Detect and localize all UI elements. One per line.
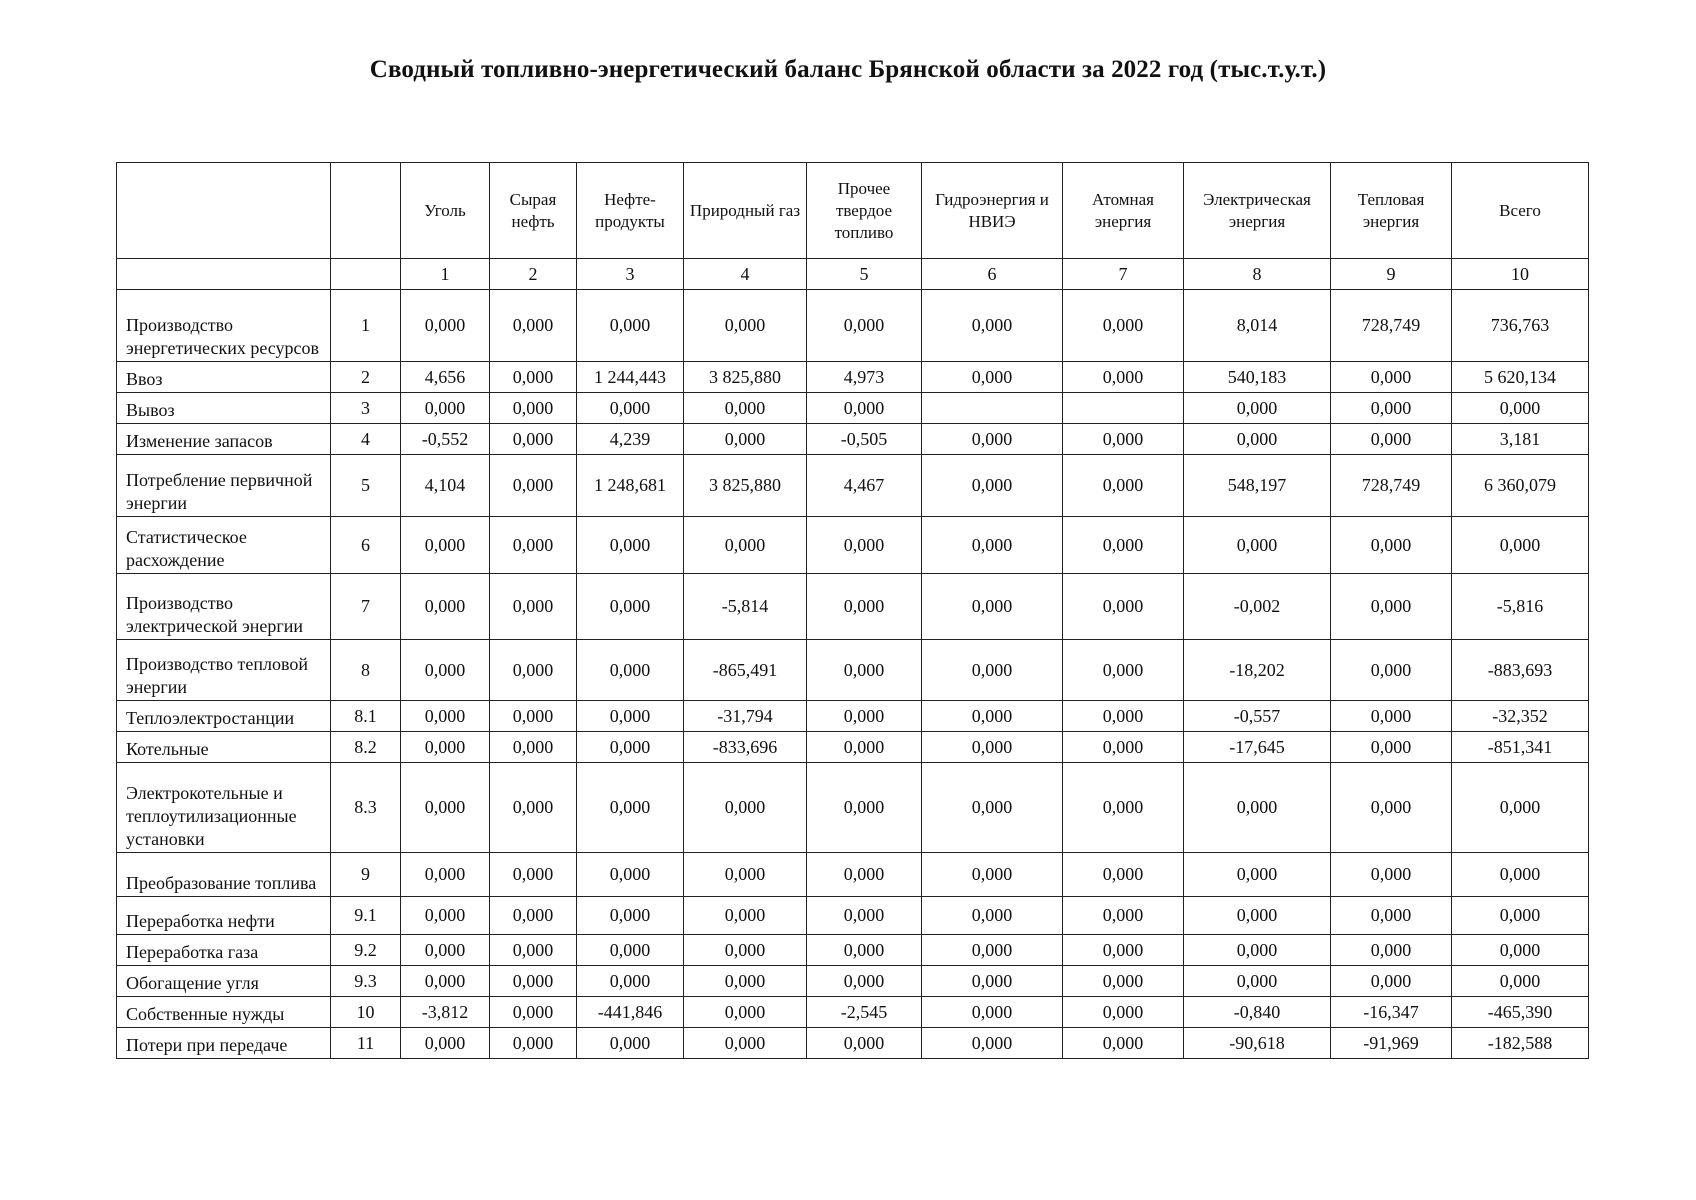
row-code: 9 bbox=[331, 853, 401, 897]
value-cell: 0,000 bbox=[807, 763, 922, 853]
row-name: Вывоз bbox=[117, 393, 331, 424]
row-code: 7 bbox=[331, 574, 401, 640]
value-cell: 0,000 bbox=[807, 393, 922, 424]
value-cell: -16,347 bbox=[1331, 997, 1452, 1028]
value-cell: 728,749 bbox=[1331, 290, 1452, 362]
row-code: 8.1 bbox=[331, 701, 401, 732]
value-cell: -3,812 bbox=[401, 997, 490, 1028]
table-row bbox=[117, 897, 1589, 935]
value-cell: 0,000 bbox=[684, 763, 807, 853]
value-cell: 0,000 bbox=[807, 966, 922, 997]
value-cell: -2,545 bbox=[807, 997, 922, 1028]
value-cell: 0,000 bbox=[922, 1028, 1063, 1059]
row-code: 6 bbox=[331, 517, 401, 574]
row-code: 3 bbox=[331, 393, 401, 424]
table-row bbox=[117, 640, 1589, 701]
value-cell: 0,000 bbox=[922, 732, 1063, 763]
column-number: 7 bbox=[1063, 259, 1184, 290]
value-cell: 0,000 bbox=[684, 290, 807, 362]
value-cell bbox=[1063, 393, 1184, 424]
row-code: 1 bbox=[331, 290, 401, 362]
column-number: 5 bbox=[807, 259, 922, 290]
row-code: 4 bbox=[331, 424, 401, 455]
value-cell: 0,000 bbox=[577, 574, 684, 640]
value-cell: 0,000 bbox=[684, 966, 807, 997]
column-header-crude-oil: Сырая нефть bbox=[490, 163, 577, 259]
header-code-cell bbox=[331, 163, 401, 259]
value-cell: 0,000 bbox=[401, 763, 490, 853]
value-cell: -441,846 bbox=[577, 997, 684, 1028]
table-row bbox=[117, 455, 1589, 517]
value-cell: -90,618 bbox=[1184, 1028, 1331, 1059]
value-cell: 0,000 bbox=[577, 290, 684, 362]
value-cell: 3,181 bbox=[1452, 424, 1589, 455]
value-cell: 0,000 bbox=[401, 701, 490, 732]
value-cell: 4,104 bbox=[401, 455, 490, 517]
value-cell: -5,814 bbox=[684, 574, 807, 640]
value-cell: 0,000 bbox=[1331, 935, 1452, 966]
value-cell: 0,000 bbox=[1063, 997, 1184, 1028]
value-cell: 0,000 bbox=[807, 701, 922, 732]
value-cell: 0,000 bbox=[401, 290, 490, 362]
balance-table bbox=[116, 162, 1589, 1059]
table-row bbox=[117, 517, 1589, 574]
value-cell: 6 360,079 bbox=[1452, 455, 1589, 517]
value-cell: 0,000 bbox=[1063, 517, 1184, 574]
value-cell: 0,000 bbox=[401, 574, 490, 640]
value-cell: 0,000 bbox=[490, 701, 577, 732]
page-title: Сводный топливно-энергетический баланс Брянской области за 2022 год (тыс.т.у.т.) bbox=[369, 56, 1327, 83]
value-cell: 0,000 bbox=[1331, 393, 1452, 424]
value-cell bbox=[922, 393, 1063, 424]
column-number: 4 bbox=[684, 259, 807, 290]
value-cell: 0,000 bbox=[684, 393, 807, 424]
row-code: 8.3 bbox=[331, 763, 401, 853]
value-cell: 0,000 bbox=[922, 897, 1063, 935]
value-cell: 0,000 bbox=[922, 574, 1063, 640]
value-cell: 0,000 bbox=[1331, 574, 1452, 640]
value-cell: 728,749 bbox=[1331, 455, 1452, 517]
column-number-blank bbox=[117, 259, 331, 290]
value-cell: 548,197 bbox=[1184, 455, 1331, 517]
value-cell: 0,000 bbox=[1331, 897, 1452, 935]
value-cell: 0,000 bbox=[1184, 424, 1331, 455]
row-name: Электрокотельные и теплоутилизационные установки bbox=[117, 763, 331, 853]
row-name: Переработка газа bbox=[117, 935, 331, 966]
table-row bbox=[117, 393, 1589, 424]
value-cell: 8,014 bbox=[1184, 290, 1331, 362]
value-cell: 0,000 bbox=[1331, 640, 1452, 701]
value-cell: 0,000 bbox=[922, 997, 1063, 1028]
value-cell: -0,505 bbox=[807, 424, 922, 455]
value-cell: 0,000 bbox=[577, 393, 684, 424]
value-cell: 0,000 bbox=[684, 935, 807, 966]
table-row bbox=[117, 966, 1589, 997]
row-code: 9.3 bbox=[331, 966, 401, 997]
column-number: 9 bbox=[1331, 259, 1452, 290]
column-number: 10 bbox=[1452, 259, 1589, 290]
value-cell: 0,000 bbox=[490, 640, 577, 701]
value-cell: 0,000 bbox=[1331, 853, 1452, 897]
row-name: Производство электрической энергии bbox=[117, 574, 331, 640]
value-cell: 0,000 bbox=[1063, 290, 1184, 362]
value-cell: 0,000 bbox=[1063, 701, 1184, 732]
row-code: 8 bbox=[331, 640, 401, 701]
value-cell: 0,000 bbox=[922, 455, 1063, 517]
row-code: 11 bbox=[331, 1028, 401, 1059]
value-cell: 0,000 bbox=[577, 935, 684, 966]
value-cell: 0,000 bbox=[490, 897, 577, 935]
value-cell: 0,000 bbox=[1063, 935, 1184, 966]
value-cell: 0,000 bbox=[1184, 853, 1331, 897]
table-row bbox=[117, 701, 1589, 732]
value-cell: 0,000 bbox=[922, 966, 1063, 997]
value-cell: 0,000 bbox=[490, 966, 577, 997]
table-body bbox=[117, 290, 1589, 1059]
value-cell: 0,000 bbox=[490, 853, 577, 897]
value-cell: 0,000 bbox=[490, 732, 577, 763]
value-cell: 0,000 bbox=[1452, 966, 1589, 997]
value-cell: 0,000 bbox=[807, 640, 922, 701]
value-cell: 4,656 bbox=[401, 362, 490, 393]
value-cell: 0,000 bbox=[1452, 763, 1589, 853]
value-cell: -865,491 bbox=[684, 640, 807, 701]
value-cell: 0,000 bbox=[807, 853, 922, 897]
row-name: Котельные bbox=[117, 732, 331, 763]
row-code: 8.2 bbox=[331, 732, 401, 763]
value-cell: 0,000 bbox=[1331, 966, 1452, 997]
value-cell: 0,000 bbox=[490, 517, 577, 574]
value-cell: 0,000 bbox=[1452, 935, 1589, 966]
value-cell: 0,000 bbox=[1063, 763, 1184, 853]
column-numbers-row bbox=[117, 259, 1589, 290]
row-code: 5 bbox=[331, 455, 401, 517]
value-cell: -18,202 bbox=[1184, 640, 1331, 701]
row-code: 9.1 bbox=[331, 897, 401, 935]
column-header-natural-gas: Природный газ bbox=[684, 163, 807, 259]
value-cell: 0,000 bbox=[577, 763, 684, 853]
value-cell: 0,000 bbox=[577, 732, 684, 763]
value-cell: 0,000 bbox=[807, 290, 922, 362]
value-cell: 0,000 bbox=[490, 763, 577, 853]
value-cell: -0,840 bbox=[1184, 997, 1331, 1028]
value-cell: -5,816 bbox=[1452, 574, 1589, 640]
value-cell: 0,000 bbox=[807, 732, 922, 763]
value-cell: 0,000 bbox=[1184, 966, 1331, 997]
row-name: Потери при передаче bbox=[117, 1028, 331, 1059]
value-cell: 0,000 bbox=[1063, 897, 1184, 935]
table-row bbox=[117, 362, 1589, 393]
value-cell: 0,000 bbox=[490, 1028, 577, 1059]
row-name: Преобразование топлива bbox=[117, 853, 331, 897]
value-cell: 0,000 bbox=[401, 732, 490, 763]
value-cell: -0,002 bbox=[1184, 574, 1331, 640]
value-cell: 3 825,880 bbox=[684, 455, 807, 517]
value-cell: 0,000 bbox=[1331, 362, 1452, 393]
column-number: 1 bbox=[401, 259, 490, 290]
value-cell: 0,000 bbox=[1452, 393, 1589, 424]
value-cell: 0,000 bbox=[684, 1028, 807, 1059]
value-cell: 0,000 bbox=[401, 966, 490, 997]
value-cell: -465,390 bbox=[1452, 997, 1589, 1028]
table-row bbox=[117, 935, 1589, 966]
value-cell: -0,557 bbox=[1184, 701, 1331, 732]
value-cell: -31,794 bbox=[684, 701, 807, 732]
column-number: 3 bbox=[577, 259, 684, 290]
column-header-oil-products: Нефте- продукты bbox=[577, 163, 684, 259]
value-cell: 0,000 bbox=[684, 897, 807, 935]
value-cell: -833,696 bbox=[684, 732, 807, 763]
column-number: 2 bbox=[490, 259, 577, 290]
column-header-hydro-renewables: Гидроэнергия и НВИЭ bbox=[922, 163, 1063, 259]
value-cell: 0,000 bbox=[922, 853, 1063, 897]
value-cell: -883,693 bbox=[1452, 640, 1589, 701]
value-cell: 0,000 bbox=[490, 393, 577, 424]
value-cell: 0,000 bbox=[922, 424, 1063, 455]
row-name: Собственные нужды bbox=[117, 997, 331, 1028]
value-cell: 0,000 bbox=[1452, 853, 1589, 897]
value-cell: 1 248,681 bbox=[577, 455, 684, 517]
value-cell: -0,552 bbox=[401, 424, 490, 455]
value-cell: 0,000 bbox=[1063, 966, 1184, 997]
value-cell: 0,000 bbox=[922, 517, 1063, 574]
value-cell: 0,000 bbox=[922, 290, 1063, 362]
value-cell: 4,239 bbox=[577, 424, 684, 455]
table-row bbox=[117, 732, 1589, 763]
value-cell: 0,000 bbox=[401, 897, 490, 935]
value-cell: 0,000 bbox=[1184, 935, 1331, 966]
value-cell: 0,000 bbox=[577, 1028, 684, 1059]
value-cell: 0,000 bbox=[807, 574, 922, 640]
row-name: Переработка нефти bbox=[117, 897, 331, 935]
row-name: Изменение запасов bbox=[117, 424, 331, 455]
value-cell: -182,588 bbox=[1452, 1028, 1589, 1059]
column-header-coal: Уголь bbox=[401, 163, 490, 259]
value-cell: 0,000 bbox=[577, 853, 684, 897]
column-header-total: Всего bbox=[1452, 163, 1589, 259]
value-cell: 0,000 bbox=[807, 935, 922, 966]
value-cell: 0,000 bbox=[1063, 424, 1184, 455]
value-cell: 0,000 bbox=[807, 897, 922, 935]
value-cell: 0,000 bbox=[922, 640, 1063, 701]
value-cell: 0,000 bbox=[490, 290, 577, 362]
column-number: 6 bbox=[922, 259, 1063, 290]
value-cell: 0,000 bbox=[1184, 393, 1331, 424]
value-cell: 0,000 bbox=[1452, 897, 1589, 935]
row-code: 9.2 bbox=[331, 935, 401, 966]
value-cell: -17,645 bbox=[1184, 732, 1331, 763]
value-cell: 0,000 bbox=[684, 424, 807, 455]
value-cell: 0,000 bbox=[1063, 732, 1184, 763]
value-cell: 0,000 bbox=[922, 935, 1063, 966]
row-name: Производство энергетических ресурсов bbox=[117, 290, 331, 362]
column-number-blank bbox=[331, 259, 401, 290]
value-cell: 4,467 bbox=[807, 455, 922, 517]
value-cell: 0,000 bbox=[1063, 640, 1184, 701]
header-name-cell bbox=[117, 163, 331, 259]
header-row bbox=[117, 163, 1589, 259]
table-row bbox=[117, 424, 1589, 455]
value-cell: 0,000 bbox=[1063, 853, 1184, 897]
value-cell: 0,000 bbox=[401, 935, 490, 966]
value-cell: -851,341 bbox=[1452, 732, 1589, 763]
value-cell: 0,000 bbox=[1063, 362, 1184, 393]
value-cell: 0,000 bbox=[1331, 763, 1452, 853]
row-code: 10 bbox=[331, 997, 401, 1028]
value-cell: 0,000 bbox=[922, 701, 1063, 732]
row-name: Потребление первичной энергии bbox=[117, 455, 331, 517]
column-header-nuclear: Атомная энергия bbox=[1063, 163, 1184, 259]
table-row bbox=[117, 1028, 1589, 1059]
value-cell: 0,000 bbox=[577, 517, 684, 574]
value-cell: 0,000 bbox=[577, 640, 684, 701]
value-cell: 4,973 bbox=[807, 362, 922, 393]
column-number: 8 bbox=[1184, 259, 1331, 290]
value-cell: 0,000 bbox=[1331, 732, 1452, 763]
value-cell: 0,000 bbox=[1331, 701, 1452, 732]
row-code: 2 bbox=[331, 362, 401, 393]
column-header-other-solid-fuel: Прочее твердое топливо bbox=[807, 163, 922, 259]
value-cell: 0,000 bbox=[807, 517, 922, 574]
value-cell: 0,000 bbox=[1063, 1028, 1184, 1059]
value-cell: 0,000 bbox=[922, 763, 1063, 853]
row-name: Обогащение угля bbox=[117, 966, 331, 997]
value-cell: 0,000 bbox=[490, 997, 577, 1028]
value-cell: 0,000 bbox=[1184, 897, 1331, 935]
column-header-heat: Тепловая энергия bbox=[1331, 163, 1452, 259]
value-cell: 0,000 bbox=[401, 853, 490, 897]
value-cell: 0,000 bbox=[577, 897, 684, 935]
value-cell: 0,000 bbox=[401, 393, 490, 424]
value-cell: 0,000 bbox=[1331, 424, 1452, 455]
row-name: Производство тепловой энергии bbox=[117, 640, 331, 701]
value-cell: 0,000 bbox=[490, 935, 577, 966]
value-cell: 3 825,880 bbox=[684, 362, 807, 393]
table-row bbox=[117, 997, 1589, 1028]
value-cell: 0,000 bbox=[490, 424, 577, 455]
table-row bbox=[117, 853, 1589, 897]
table-row bbox=[117, 290, 1589, 362]
value-cell: 540,183 bbox=[1184, 362, 1331, 393]
value-cell: 0,000 bbox=[1063, 455, 1184, 517]
value-cell: 0,000 bbox=[922, 362, 1063, 393]
value-cell: 0,000 bbox=[1184, 517, 1331, 574]
value-cell: 1 244,443 bbox=[577, 362, 684, 393]
value-cell: -32,352 bbox=[1452, 701, 1589, 732]
value-cell: 0,000 bbox=[401, 517, 490, 574]
value-cell: 0,000 bbox=[1063, 574, 1184, 640]
table-row bbox=[117, 763, 1589, 853]
value-cell: 0,000 bbox=[1331, 517, 1452, 574]
value-cell: 0,000 bbox=[401, 1028, 490, 1059]
value-cell: 5 620,134 bbox=[1452, 362, 1589, 393]
row-name: Ввоз bbox=[117, 362, 331, 393]
value-cell: 0,000 bbox=[490, 362, 577, 393]
value-cell: 736,763 bbox=[1452, 290, 1589, 362]
row-name: Статистическое расхождение bbox=[117, 517, 331, 574]
column-header-electric: Электрическая энергия bbox=[1184, 163, 1331, 259]
value-cell: 0,000 bbox=[401, 640, 490, 701]
value-cell: 0,000 bbox=[1452, 517, 1589, 574]
value-cell: 0,000 bbox=[490, 455, 577, 517]
value-cell: 0,000 bbox=[684, 517, 807, 574]
value-cell: 0,000 bbox=[684, 853, 807, 897]
value-cell: 0,000 bbox=[1184, 763, 1331, 853]
row-name: Теплоэлектростанции bbox=[117, 701, 331, 732]
value-cell: 0,000 bbox=[684, 997, 807, 1028]
value-cell: 0,000 bbox=[577, 966, 684, 997]
table-row bbox=[117, 574, 1589, 640]
value-cell: 0,000 bbox=[807, 1028, 922, 1059]
value-cell: 0,000 bbox=[490, 574, 577, 640]
value-cell: -91,969 bbox=[1331, 1028, 1452, 1059]
value-cell: 0,000 bbox=[577, 701, 684, 732]
